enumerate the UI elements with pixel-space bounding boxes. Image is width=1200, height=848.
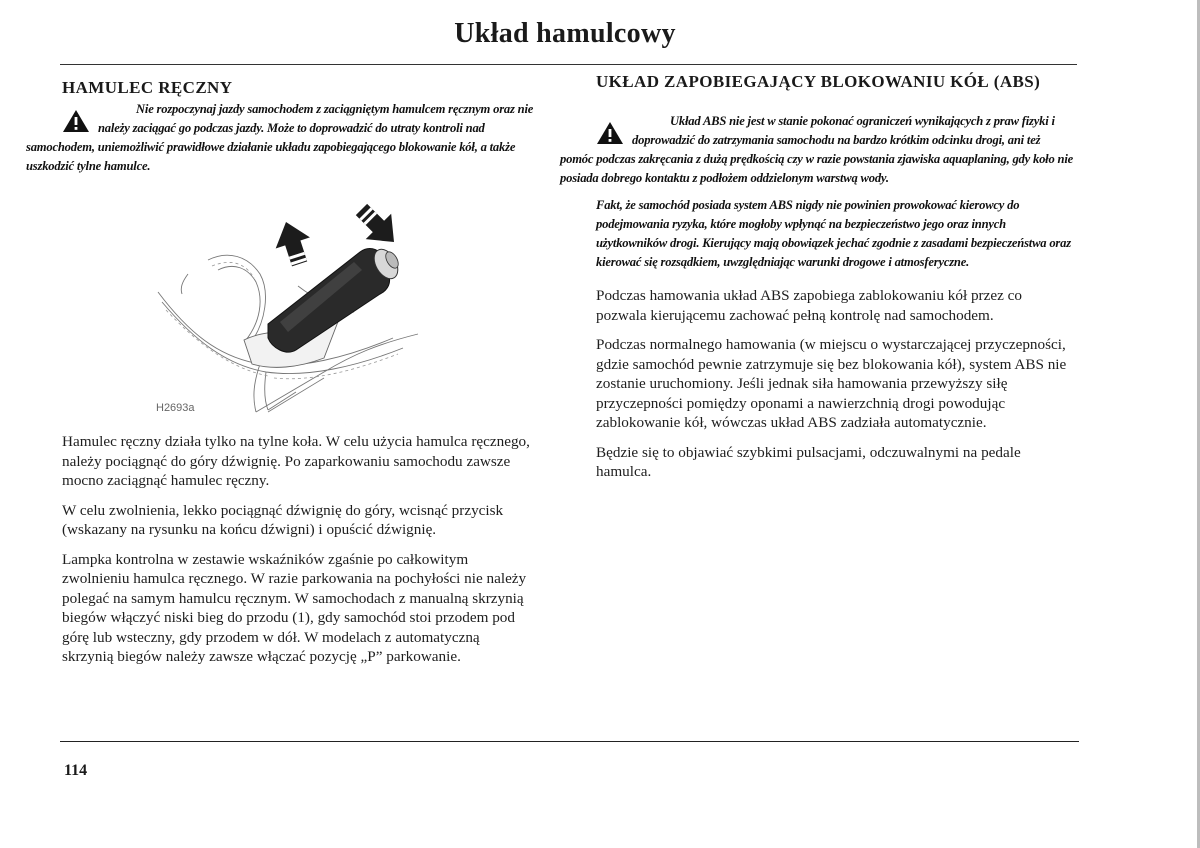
right-column (560, 72, 1076, 492)
header-rule (60, 64, 1077, 65)
abs-body (596, 286, 1076, 482)
handbrake-lever-drawing (148, 182, 448, 420)
section-heading-abs: UKŁAD ZAPOBIEGAJĄCY BLOKOWANIU KÓŁ (ABS) (596, 72, 1041, 91)
abs-paragraph: Podczas normalnego hamowania (w miejscu o wystarczającej przyczepności, gdzie samochód pewnie zatrzymuje się bez blokowania kół), system ABS nie zostanie uruchomiony. Jeśli jednak siła hamowania przewyższy siłę przyczepności pomiędzy oponami a nawierzchnią drogi powodując zablokowanie kół, wówczas układ ABS zadziała automatycznie. (596, 336, 1067, 431)
abs-warning-text-2: Fakt, że samochód posiada system ABS nigdy nie powinien prowokować kierowcy do podejmowania ryzyka, które mogłoby wpłynąć na bezpieczeństwo jego oraz innych użytkowników drogi. Kierujący mają obowiązek jechać zgodnie z zasadami bezpieczeństwa oraz kierować się rozsądkiem, uwzględniając warunki drogowe i atmosferyczne. (596, 198, 1071, 269)
handbrake-paragraph: Lampka kontrolna w zestawie wskaźników zgaśnie po całkowitym zwolnieniu hamulca ręcznego. W razie parkowania na pochyłości nie należy polegać na samym hamulcu ręcznym. W samochodach z manualną skrzynią biegów włączyć niski bieg do przodu (1), gdy samochód stoi przodem pod górę lub wsteczny, gdy przodem w dół. W modelach z automatyczną skrzynią biegów należy zawsze włączać pozycję „P” parkowanie. (62, 550, 527, 665)
figure-code: H2693a (156, 402, 195, 414)
handbrake-paragraph: W celu zwolnienia, lekko pociągnąć dźwignię do góry, wcisnąć przycisk (wskazany na rysunku na końcu dźwigni) i opuścić dźwignię. (62, 501, 504, 538)
abs-paragraph: Podczas hamowania układ ABS zapobiega zablokowaniu kół przez co pozwala kierującemu zachować pełną kontrolę nad samochodem. (596, 287, 1022, 324)
footer-rule (60, 741, 1079, 742)
abs-warning (560, 112, 1076, 272)
handbrake-paragraph: Hamulec ręczny działa tylko na tylne koła. W celu użycia hamulca ręcznego, należy pociągnąć do góry dźwignię. Po zaparkowaniu samochodu zawsze mocno zaciągnąć hamulec ręczny. (62, 433, 530, 489)
page-title: Układ hamulcowy (454, 18, 676, 49)
section-heading-handbrake: HAMULEC RĘCZNY (62, 78, 233, 97)
left-column (26, 78, 534, 677)
warning-triangle-icon (62, 109, 90, 133)
handbrake-warning (26, 100, 534, 176)
abs-warning-text-1: Układ ABS nie jest w stanie pokonać ograniczeń wynikających z praw fizyki i doprowadzić do zatrzymania samochodu na bardzo krótkim odcinku drogi, ani też pomóc podczas zakręcania z dużą prędkością czy w razie powstania zjawiska aquaplaning, gdy koło nie posiada dobrego kontaktu z podłożem oddzielonym warstwą wody. (560, 114, 1074, 185)
handbrake-illustration (148, 182, 448, 420)
handbrake-warning-text: Nie rozpoczynaj jazdy samochodem z zaciągniętym hamulcem ręcznym oraz nie należy zaciągać go podczas jazdy. Może to doprowadzić do utraty kontroli nad samochodem, uniemożliwić prawidłowe działanie układu zapobiegającego blokowanie kół, a także uszkodzić tylne hamulce. (26, 102, 534, 173)
abs-paragraph: Będzie się to objawiać szybkimi pulsacjami, odczuwalnymi na pedale hamulca. (596, 443, 1021, 480)
handbrake-body (62, 432, 534, 667)
warning-triangle-icon (596, 121, 624, 145)
page-number: 114 (64, 762, 88, 779)
